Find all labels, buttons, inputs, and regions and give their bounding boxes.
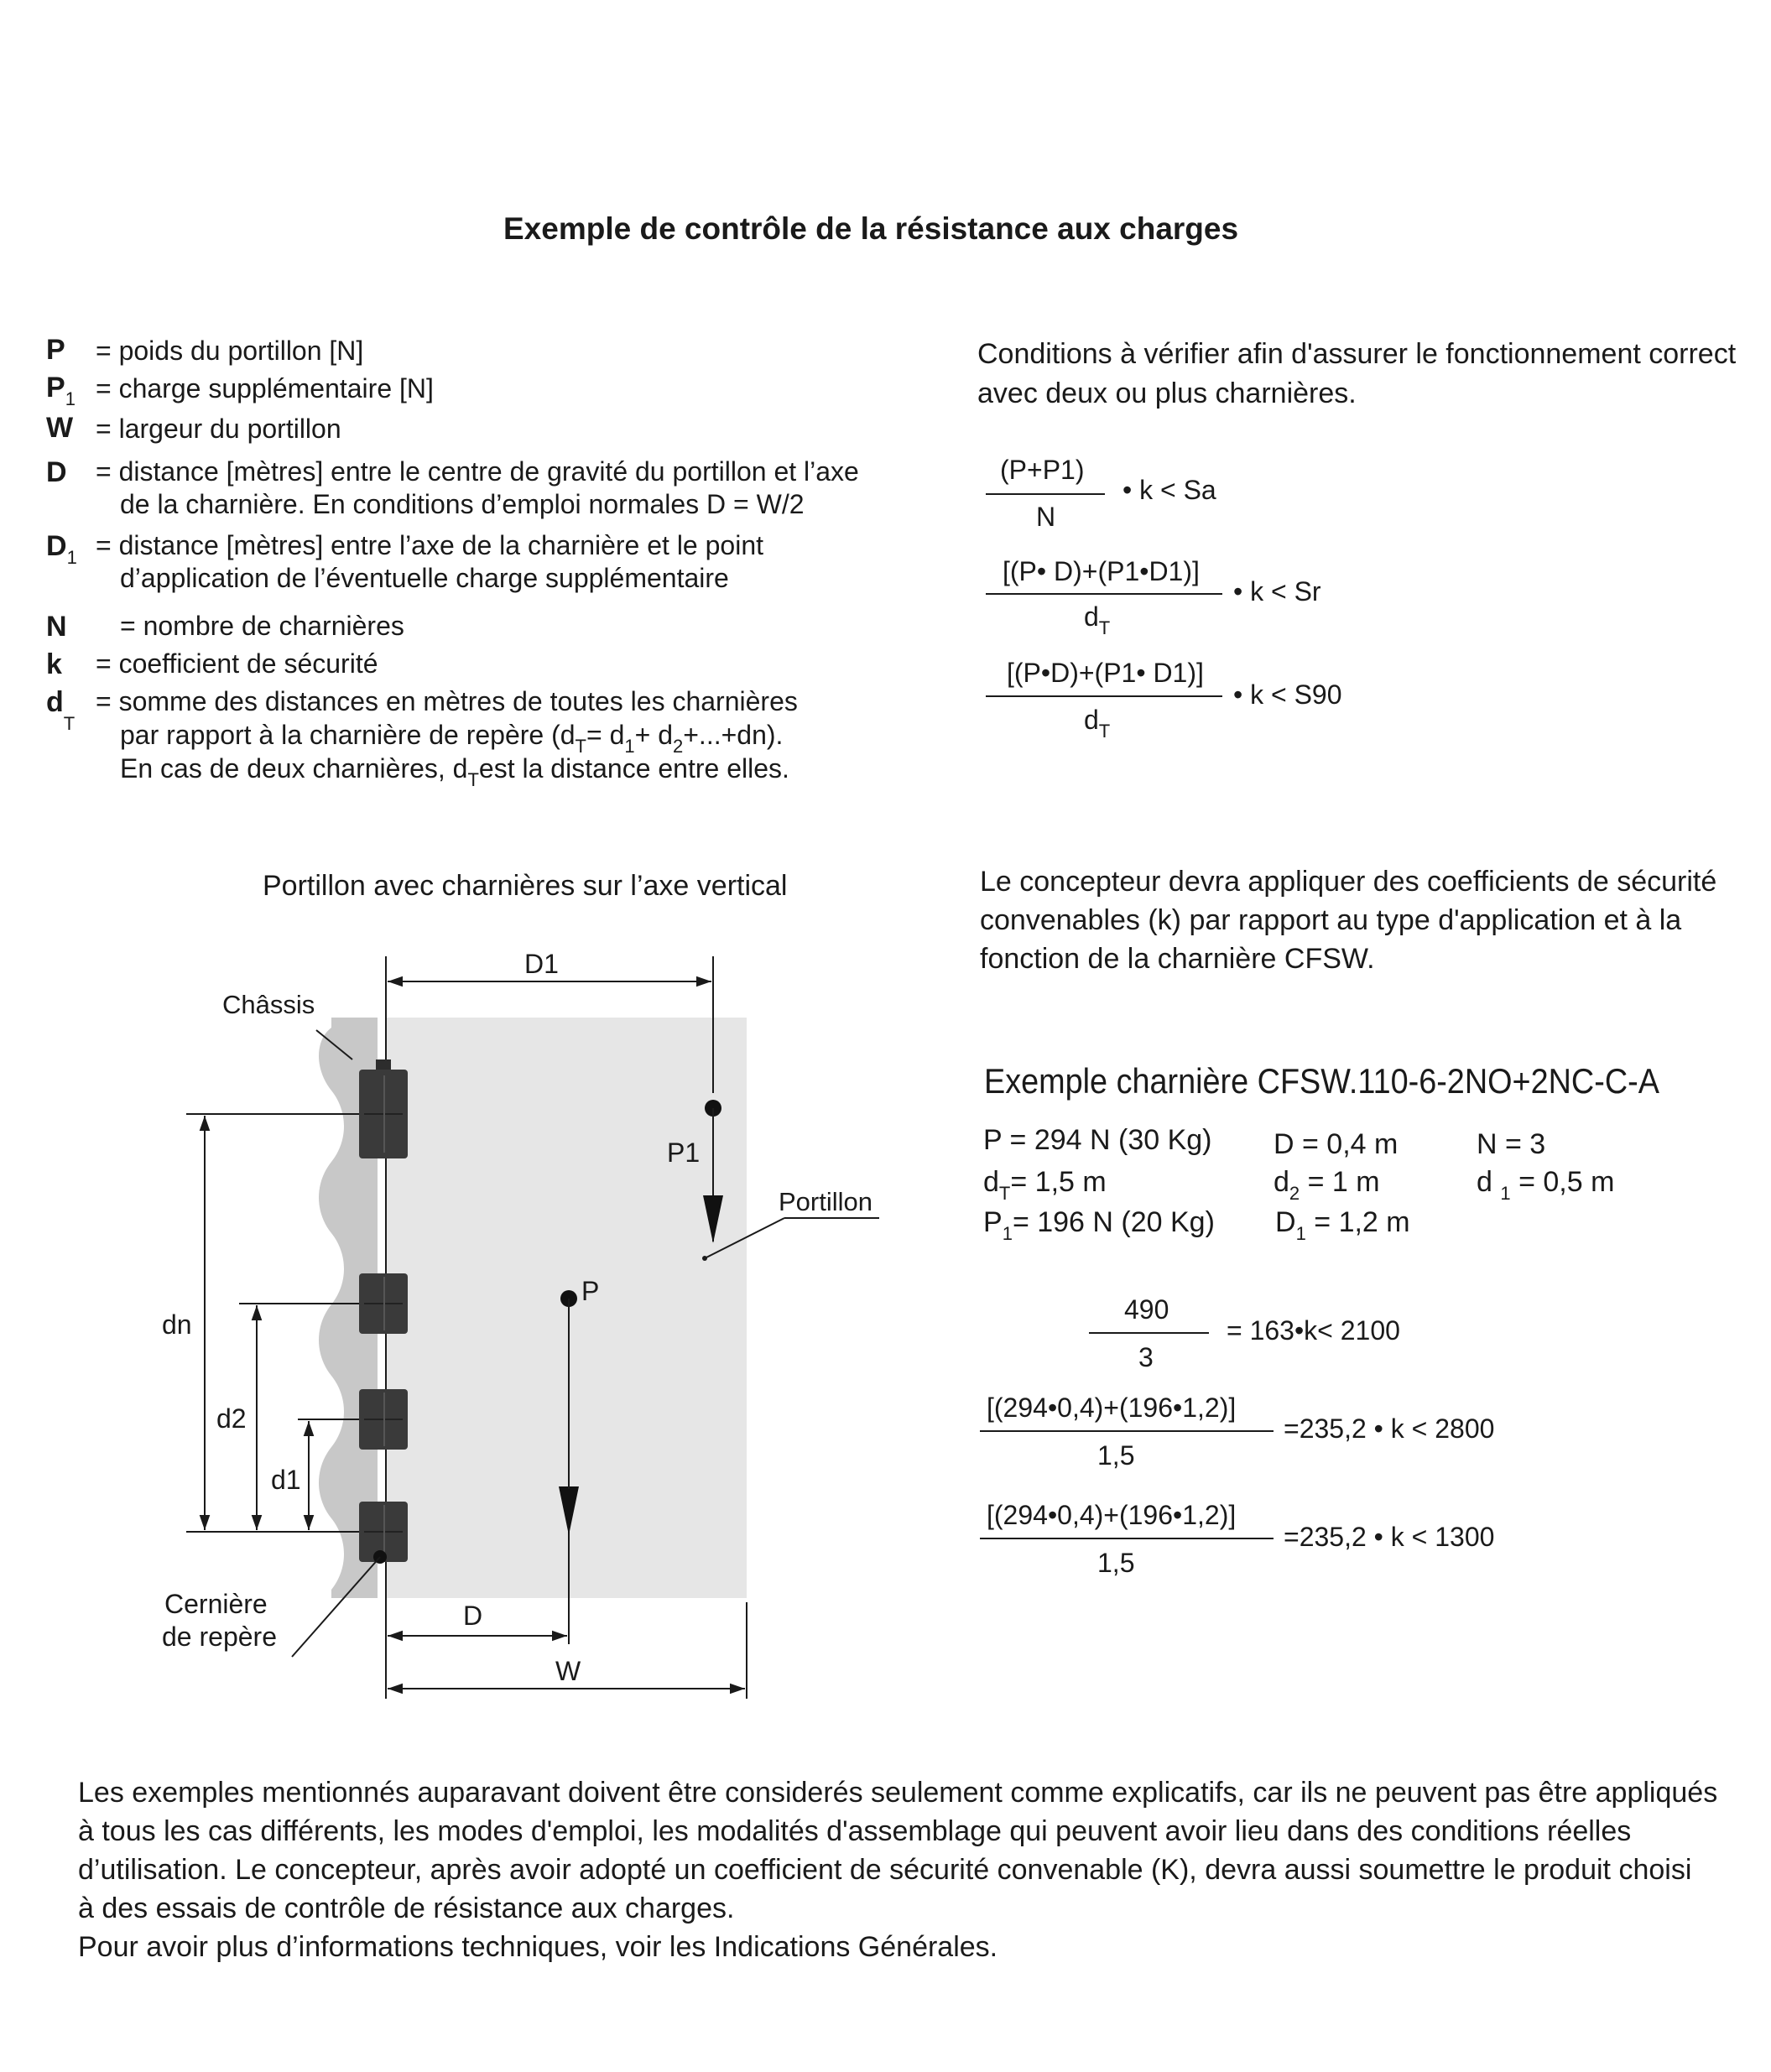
legend-text-dt: = somme des distances en mètres de toutes les charnières <box>96 686 798 716</box>
legend-text-w: = largeur du portillon <box>96 414 341 444</box>
formula-sa-numerator: (P+P1) <box>1000 455 1085 485</box>
legend-text-dt-3: En cas de deux charnières, $d_Test$ la distance entre elles. <box>120 753 789 790</box>
formula-s90-line <box>986 695 1222 697</box>
legend-text-p1: = charge supplémentaire [N] <box>96 373 434 403</box>
formula-s90-denominator: $d_T$ <box>1084 705 1111 742</box>
legend-text-d-2: de la charnière. En conditions d’emploi normales D = W/2 <box>120 489 805 519</box>
conditions-intro-2: avec deux ou plus charnières. <box>977 377 1357 409</box>
calc-s90-rhs: =235,2 • k < 1300 <box>1284 1522 1495 1552</box>
w-label: W <box>555 1656 581 1686</box>
legend-text-n: = nombre de charnières <box>120 611 404 641</box>
legend-item-d: D <box>46 456 67 488</box>
calc-sr-denominator: 1,5 <box>1097 1440 1135 1471</box>
dn-label: dn <box>162 1309 192 1340</box>
calc-s90-denominator: 1,5 <box>1097 1548 1135 1578</box>
calc-s90-numerator: [(294•0,4)+(196•1,2)] <box>987 1500 1237 1530</box>
formula-sr-line <box>986 593 1222 595</box>
calc-sr-line <box>980 1430 1274 1432</box>
formula-s90-rhs: • k < S90 <box>1233 679 1342 710</box>
calc-sa-denominator: 3 <box>1138 1342 1154 1372</box>
example-d1: d $_1$ = 0,5 m <box>1477 1166 1615 1204</box>
example-D1: $D_1 = 1,2$ m <box>1275 1206 1410 1244</box>
formula-sa-line <box>986 493 1105 495</box>
calc-sr-numerator: [(294•0,4)+(196•1,2)] <box>987 1393 1237 1423</box>
d1-top-label: D1 <box>524 949 559 979</box>
reference-hinge-label-1: Cernière <box>164 1589 268 1619</box>
reference-hinge-label-2: de repère <box>162 1622 277 1652</box>
calc-sa-numerator: 490 <box>1124 1294 1169 1325</box>
formula-sr-denominator: $d_T$ <box>1084 601 1111 638</box>
conditions-intro-1: Conditions à vérifier afin d'assurer le fonctionnement correct <box>977 338 1737 370</box>
calc-sr-rhs: =235,2 • k < 2800 <box>1284 1413 1495 1444</box>
example-d2: $d_2 = 1$ m <box>1274 1166 1380 1204</box>
legend-text-d1: = distance [mètres] entre l’axe de la charnière et le point <box>96 530 763 560</box>
legend-item-w: W <box>46 412 74 444</box>
calc-s90-line <box>980 1538 1274 1539</box>
formula-sa-rhs: • k < Sa <box>1123 475 1216 505</box>
d-label: D <box>463 1601 483 1631</box>
portillon-label: Portillon <box>779 1187 872 1216</box>
p-arrow-shaft <box>0 0 923 1728</box>
formula-s90-numerator: [(P•D)+(P1• D1)] <box>1007 658 1204 688</box>
calc-sa-rhs: = 163•k< 2100 <box>1227 1315 1400 1346</box>
example-heading: Exemple charnière CFSW.110-6-2NO+2NC-C-A <box>984 1061 1659 1101</box>
example-p: P = 294 N (30 Kg) <box>983 1124 1212 1156</box>
formula-sa-denominator: N <box>1036 502 1056 532</box>
p-label: P <box>581 1276 600 1306</box>
legend-item-k: k <box>46 648 62 680</box>
legend-text-d1-2: d’application de l’éventuelle charge supplémentaire <box>120 563 729 593</box>
legend-text-d: = distance [mètres] entre le centre de gravité du portillon et l’axe <box>96 456 859 487</box>
page-title: Exemple de contrôle de la résistance aux charges <box>503 211 1239 246</box>
calc-sa-line <box>1089 1332 1209 1334</box>
legend-text-p: = poids du portillon [N] <box>96 336 364 366</box>
legend-item-d1: $D_1$ <box>46 530 77 568</box>
chassis-label: Châssis <box>222 990 315 1019</box>
formula-sr-rhs: • k < Sr <box>1233 576 1321 607</box>
d2-label: d2 <box>216 1403 247 1434</box>
legend-item-n: N <box>46 611 67 643</box>
legend-item-p: P <box>46 334 65 366</box>
example-p1: $P_1= 196$ N (20 Kg) <box>983 1206 1215 1244</box>
d1-label: d1 <box>271 1465 301 1495</box>
diagram-caption: Portillon avec charnières sur l’axe vertical <box>263 870 788 902</box>
legend-text-dt-2: par rapport à la charnière de repère $(d_T= d_1+ d_2+...+dn)$. <box>120 720 784 757</box>
example-d: D = 0,4 m <box>1274 1128 1399 1160</box>
p1-label: P1 <box>667 1138 701 1168</box>
formula-sr-numerator: [(P• D)+(P1•D1)] <box>1003 556 1200 586</box>
example-n: N = 3 <box>1477 1128 1546 1160</box>
example-dt: $d_T= 1,5$ m <box>983 1166 1107 1204</box>
legend-text-k: = coefficient de sécurité <box>96 648 378 679</box>
legend-item-dt: $d_T$ <box>46 686 76 734</box>
legend-item-p1: $P_1$ <box>46 372 76 409</box>
